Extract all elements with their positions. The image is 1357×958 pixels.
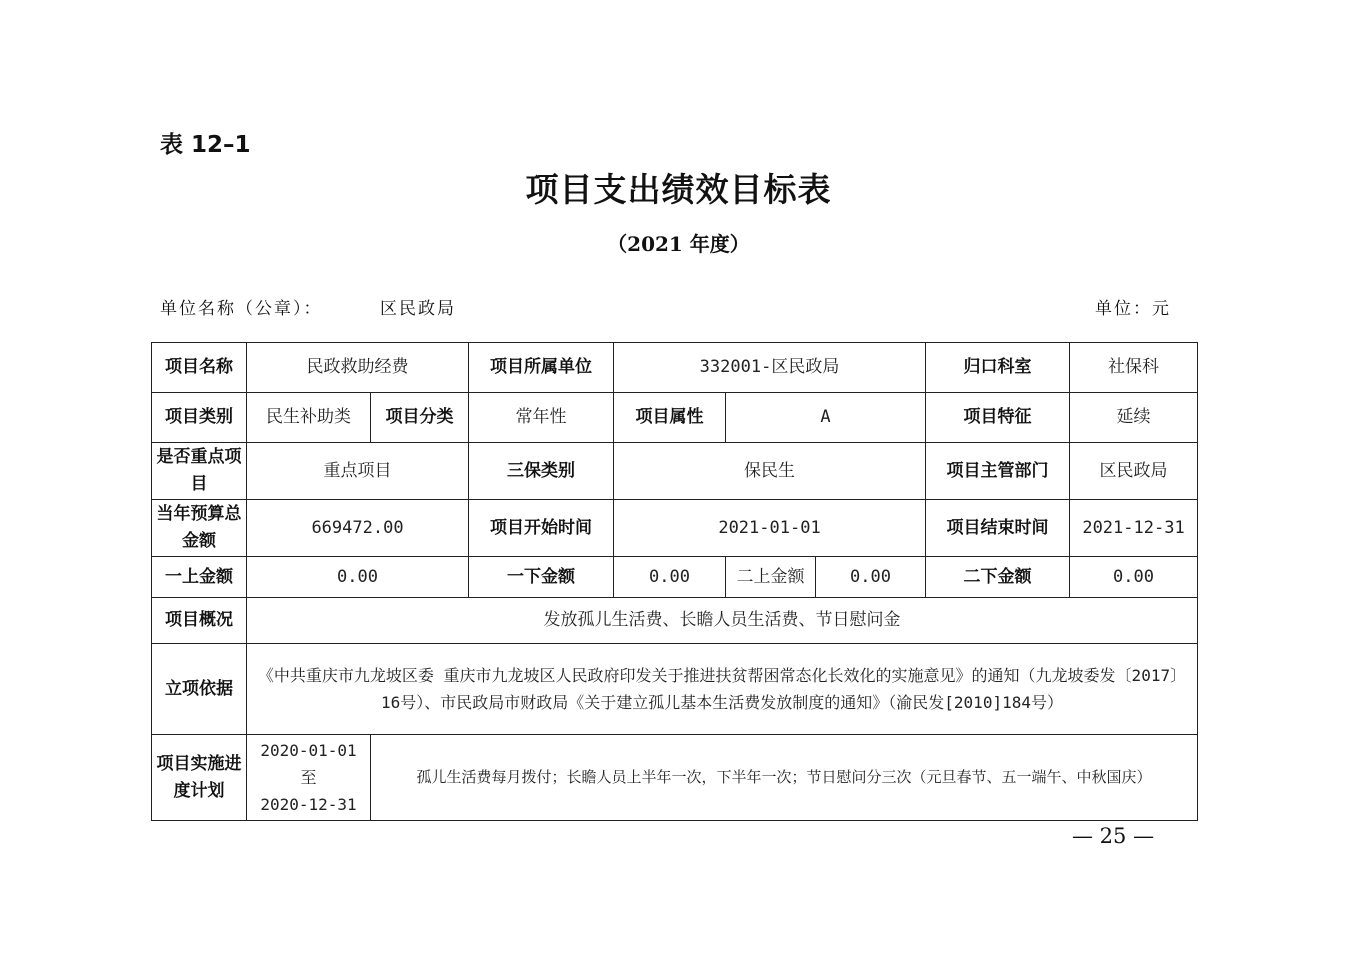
table-row xyxy=(152,557,1198,598)
total-budget-label: 当年预算总金额 xyxy=(152,500,247,557)
project-overview-label: 项目概况 xyxy=(152,598,247,644)
project-unit-value: 332001-区民政局 xyxy=(614,343,926,393)
project-name-value: 民政救助经费 xyxy=(247,343,469,393)
project-feature-label: 项目特征 xyxy=(926,393,1070,443)
performance-target-table xyxy=(151,342,1198,821)
first-up-amount-value: 0.00 xyxy=(247,557,469,598)
table-row xyxy=(152,393,1198,443)
schedule-label: 项目实施进度计划 xyxy=(152,735,247,821)
second-down-amount-value: 0.00 xyxy=(1070,557,1198,598)
project-feature-value: 延续 xyxy=(1070,393,1198,443)
first-down-amount-value: 0.00 xyxy=(614,557,726,598)
schedule-value: 孤儿生活费每月拨付；长瞻人员上半年一次，下半年一次；节日慰问分三次（元旦春节、五一端午、中秋国庆） xyxy=(371,735,1198,821)
sanbao-category-value: 保民生 xyxy=(614,443,926,500)
schedule-end-date: 2020-12-31 xyxy=(260,795,357,814)
key-project-label: 是否重点项目 xyxy=(152,443,247,500)
project-attribute-label: 项目属性 xyxy=(614,393,726,443)
start-time-value: 2021-01-01 xyxy=(614,500,926,557)
supervising-department-label: 项目主管部门 xyxy=(926,443,1070,500)
second-up-amount-label: 二上金额 xyxy=(726,557,816,598)
project-overview-value: 发放孤儿生活费、长瞻人员生活费、节日慰问金 xyxy=(247,598,1198,644)
table-row xyxy=(152,644,1198,735)
supervising-department-value: 区民政局 xyxy=(1070,443,1198,500)
key-project-value: 重点项目 xyxy=(247,443,469,500)
year-subtitle: （2021 年度） xyxy=(607,232,750,256)
project-class-value: 常年性 xyxy=(469,393,614,443)
schedule-to: 至 xyxy=(300,768,317,787)
end-time-label: 项目结束时间 xyxy=(926,500,1070,557)
currency-unit: 单位：元 xyxy=(1095,299,1171,319)
unit-name: 区民政局 xyxy=(380,299,456,319)
project-name-label: 项目名称 xyxy=(152,343,247,393)
table-row xyxy=(152,443,1198,500)
second-down-amount-label: 二下金额 xyxy=(926,557,1070,598)
start-time-label: 项目开始时间 xyxy=(469,500,614,557)
basis-label: 立项依据 xyxy=(152,644,247,735)
table-number: 表 12–1 xyxy=(160,132,251,158)
unit-label: 单位名称（公章）： xyxy=(160,299,323,319)
table-row xyxy=(152,598,1198,644)
end-time-value: 2021-12-31 xyxy=(1070,500,1198,557)
first-down-amount-label: 一下金额 xyxy=(469,557,614,598)
project-class-label: 项目分类 xyxy=(371,393,469,443)
table-row xyxy=(152,343,1198,393)
schedule-dates xyxy=(247,735,371,821)
first-up-amount-label: 一上金额 xyxy=(152,557,247,598)
table-row xyxy=(152,735,1198,821)
sanbao-category-label: 三保类别 xyxy=(469,443,614,500)
project-category-value: 民生补助类 xyxy=(247,393,371,443)
project-category-label: 项目类别 xyxy=(152,393,247,443)
department-value: 社保科 xyxy=(1070,343,1198,393)
project-unit-label: 项目所属单位 xyxy=(469,343,614,393)
total-budget-value: 669472.00 xyxy=(247,500,469,557)
department-label: 归口科室 xyxy=(926,343,1070,393)
page-number: — 25 — xyxy=(1072,824,1155,848)
page-title: 项目支出绩效目标表 xyxy=(525,170,832,209)
basis-value: 《中共重庆市九龙坡区委 重庆市九龙坡区人民政府印发关于推进扶贫帮困常态化长效化的实施意见》的通知（九龙坡委发〔2017〕16号）、市民政局市财政局《关于建立孤儿基本生活费发放制度的通知》（渝民发[2010]184号） xyxy=(247,644,1198,735)
table-row xyxy=(152,500,1198,557)
project-attribute-value: A xyxy=(726,393,926,443)
second-up-amount-value: 0.00 xyxy=(816,557,926,598)
schedule-start-date: 2020-01-01 xyxy=(260,741,357,760)
